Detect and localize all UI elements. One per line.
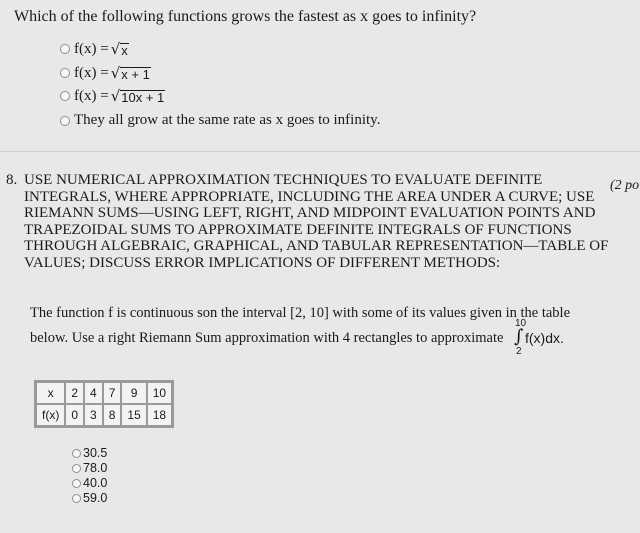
table-row-fx (36, 404, 172, 426)
table-cell: 15 (121, 404, 146, 426)
table-cell: 2 (65, 382, 84, 404)
table-row-x (36, 382, 172, 404)
radio-button[interactable] (60, 44, 70, 54)
radio-button[interactable] (72, 494, 81, 503)
table-cell: 8 (103, 404, 122, 426)
option-sqrt-10x-plus-1[interactable] (60, 87, 165, 105)
table-cell: 7 (103, 382, 122, 404)
radio-button[interactable] (72, 479, 81, 488)
question-number: 8. (6, 172, 18, 188)
option-prefix: f(x) = (74, 40, 109, 57)
option-text: They all grow at the same rate as x goes to infinity. (74, 112, 381, 128)
question-8-instructions: USE NUMERICAL APPROXIMATION TECHNIQUES TO EVALUATE DEFINITE INTEGRALS, WHERE APPROPRIATE, INCLUDING THE AREA UNDER A CURVE; USE RIEMANN SUMS—USING LEFT, RIGHT, AND MIDPOINT EVALUATION POINTS AND TRAPEZOIDAL SUMS TO APPROXIMATE DEFINITE INTEGRALS OF FUNCTIONS THROUGH ALGEBRAIC, GRAPHICAL, AND TABULAR REPRESENTATION—TABLE OF VALUES; DISCUSS ERROR IMPLICATIONS OF DIFFERENT METHODS: (24, 172, 609, 271)
question-divider (0, 151, 640, 152)
integrand: f(x)dx. (525, 330, 564, 346)
radicand: x (121, 43, 128, 58)
values-table (34, 380, 174, 428)
answer-option-4[interactable] (72, 491, 107, 505)
table-header-x: x (36, 382, 65, 404)
radio-button[interactable] (72, 449, 81, 458)
radio-button[interactable] (72, 464, 81, 473)
table-header-fx: f(x) (36, 404, 65, 426)
table-cell: 18 (147, 404, 172, 426)
problem-text-line-1: The function f is continuous son the interval [2, 10] with some of its values given in the table (30, 305, 571, 321)
option-sqrt-x-plus-1[interactable] (60, 64, 151, 82)
option-sqrt-x[interactable] (60, 40, 129, 58)
answer-option-1[interactable] (72, 446, 107, 460)
table-cell: 0 (65, 404, 84, 426)
integral-upper-limit: 10 (515, 318, 527, 329)
answer-label: 78.0 (83, 461, 108, 475)
table-cell: 3 (84, 404, 103, 426)
integral-lower-limit: 2 (516, 346, 522, 357)
sqrt-expression: √ x (110, 40, 128, 58)
radio-button[interactable] (60, 116, 70, 126)
integral-sign: ∫ (514, 326, 524, 347)
answer-label: 30.5 (83, 446, 108, 460)
answer-option-3[interactable] (72, 476, 107, 490)
radio-button[interactable] (60, 91, 70, 101)
radio-button[interactable] (60, 68, 70, 78)
radicand: x + 1 (121, 67, 150, 82)
sqrt-expression: √ 10x + 1 (110, 87, 165, 105)
radicand: 10x + 1 (121, 90, 165, 105)
answer-option-2[interactable] (72, 461, 107, 475)
table-cell: 9 (121, 382, 146, 404)
points-label: (2 po (610, 178, 640, 193)
option-same-rate[interactable] (60, 112, 380, 129)
option-prefix: f(x) = (74, 64, 109, 81)
problem-text-line-2: below. Use a right Riemann Sum approximation with 4 rectangles to approximate (30, 330, 504, 346)
option-prefix: f(x) = (74, 87, 109, 104)
answer-label: 59.0 (83, 491, 108, 505)
question-1-title: Which of the following functions grows the fastest as x goes to infinity? (14, 8, 477, 25)
table-cell: 10 (147, 382, 172, 404)
answer-label: 40.0 (83, 476, 108, 490)
sqrt-expression: √ x + 1 (110, 64, 150, 82)
table-cell: 4 (84, 382, 103, 404)
